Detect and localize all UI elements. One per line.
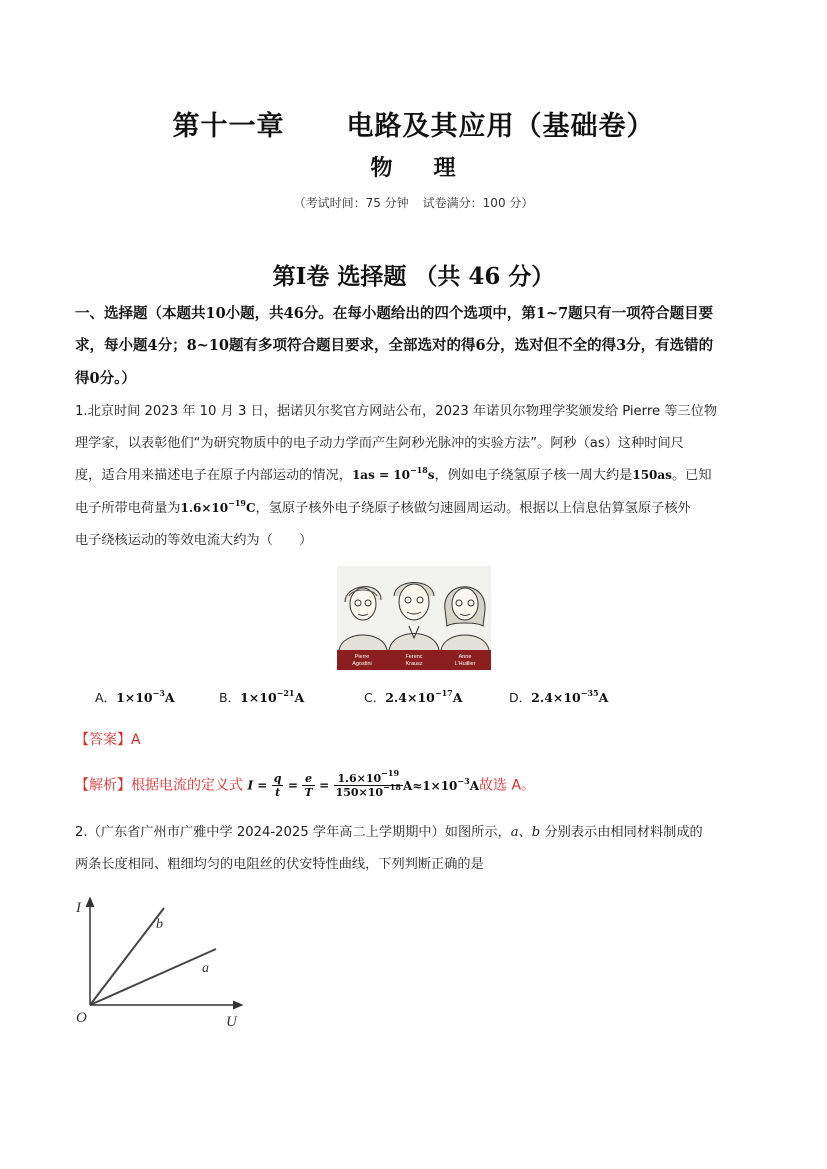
charge-base: 1.6×10 xyxy=(180,501,229,515)
fraction-et-den: T xyxy=(304,786,313,799)
line-b-label: b xyxy=(156,917,163,932)
analysis-line xyxy=(75,768,536,799)
as-def-base: 1as = 10 xyxy=(351,468,410,482)
q2-var-a: a xyxy=(510,825,519,840)
option-a-label: A． xyxy=(95,690,117,705)
line-b xyxy=(90,908,164,1005)
chapter-number: 第十一章 xyxy=(172,111,285,142)
portrait-lhuillier xyxy=(441,587,489,650)
analysis-tag: 【解析】 xyxy=(75,777,131,794)
option-d-base: 2.4×10 xyxy=(531,690,581,705)
formula-equals-2: = xyxy=(319,778,330,793)
option-c-unit: A xyxy=(452,690,463,705)
section-title: 第Ⅰ卷 选择题 （共 46 分） xyxy=(272,263,555,290)
as-definition xyxy=(351,465,435,482)
exam-time: （考试时间：75 分钟 xyxy=(293,196,409,210)
fraction-values-den xyxy=(334,782,403,799)
as-def-unit: s xyxy=(427,468,435,482)
option-b-unit: A xyxy=(294,690,305,705)
instruction-line-3: 得0分。） xyxy=(75,370,136,387)
option-a-value xyxy=(116,690,175,705)
caption-krausz: Ferenc Krausz xyxy=(405,654,423,667)
formula-equals-1: = xyxy=(287,778,298,793)
instruction-line-2: 求，每小题4分；8~10题有多项符合题目要求，全部选对的得6分，选对但不全的得3分，有选错的 xyxy=(75,337,714,354)
q1-line-3-text-a: 度，适合用来描述电子在原子内部运动的情况， xyxy=(75,468,352,483)
analysis-end: 故选 A。 xyxy=(479,777,536,794)
fv-den-base: 150×10 xyxy=(335,786,384,799)
line-a-label: a xyxy=(202,961,209,976)
q1-line-3 xyxy=(75,464,712,483)
fv-den-exp: −18 xyxy=(383,782,401,792)
subject-char-2: 理 xyxy=(433,155,457,181)
charge-unit: C xyxy=(245,501,256,515)
caption-agostini: Pierre Agostini xyxy=(352,654,372,667)
result-exp: −3 xyxy=(457,775,470,786)
q1-line-5: 电子绕核运动的等效电流大约为（ ） xyxy=(75,533,313,548)
exam-info xyxy=(0,194,827,211)
electron-charge xyxy=(180,498,256,515)
q1-line-1: 1.北京时间 2023 年 10 月 3 日，据诺贝尔奖官方网站公布，2023 年诺贝尔物理学奖颁发给 Pierre 等三位物 xyxy=(75,404,718,419)
option-b-label: B． xyxy=(219,690,241,705)
x-axis-label: U xyxy=(226,1014,237,1030)
q1-line-4-text-a: 电子所带电荷量为 xyxy=(75,501,181,516)
y-axis-label: I xyxy=(76,900,81,916)
option-b-base: 1×10 xyxy=(240,690,277,705)
fv-num-exp: −19 xyxy=(381,768,400,778)
option-a-base: 1×10 xyxy=(116,690,153,705)
q2-sep: 、 xyxy=(518,825,532,840)
fv-num-base: 1.6×10 xyxy=(337,772,382,785)
option-d-value xyxy=(531,690,608,705)
formula-result xyxy=(402,775,479,793)
charge-exp: −19 xyxy=(228,498,246,508)
option-c-exp: −17 xyxy=(434,688,453,698)
formula-fraction-qt xyxy=(272,772,284,799)
iu-graph xyxy=(70,892,250,1032)
answer-line xyxy=(75,729,141,749)
option-a-exp: −3 xyxy=(152,688,165,698)
option-b[interactable] xyxy=(219,688,304,706)
chapter-name: 电路及其应用（基础卷） xyxy=(346,111,655,142)
option-c[interactable] xyxy=(364,688,462,706)
formula-lhs: I = xyxy=(247,778,268,793)
q1-line-2: 理学家，以表彰他们“为研究物质中的电子动力学而产生阿秒光脉冲的实验方法”。阿秒（as）这种时间尺 xyxy=(75,436,684,451)
answer-tag: 【答案】 xyxy=(75,732,131,748)
line-a xyxy=(90,949,216,1005)
option-d-label: D． xyxy=(509,690,532,705)
q1-line-4-text-b: ，氢原子核外电子绕原子核做匀速圆周运动。根据以上信息估算氢原子核外 xyxy=(255,501,691,516)
option-a[interactable] xyxy=(95,688,175,706)
result-unit: A xyxy=(469,778,479,793)
subject-char-1: 物 xyxy=(370,155,394,181)
electron-period: 150as xyxy=(632,468,672,482)
subject-title xyxy=(0,151,827,182)
result-base: A≈1×10 xyxy=(402,778,458,793)
option-b-exp: −21 xyxy=(276,688,295,698)
analysis-text: 根据电流的定义式 xyxy=(131,777,243,794)
q2-var-b: b xyxy=(531,825,541,840)
full-score: 试卷满分：100 分） xyxy=(422,196,534,210)
q1-line-3-text-b: ，例如电子绕氢原子核一周大约是 xyxy=(434,468,633,483)
chapter-title xyxy=(0,104,827,143)
q1-line-4 xyxy=(75,497,691,516)
q2-line-2: 两条长度相同、粗细均匀的电阻丝的伏安特性曲线，下列判断正确的是 xyxy=(75,857,484,872)
option-d[interactable] xyxy=(509,688,608,706)
nobel-laureates-image xyxy=(337,566,491,670)
option-c-label: C． xyxy=(364,690,386,705)
option-c-value xyxy=(385,690,462,705)
fraction-qt-den: t xyxy=(275,786,281,799)
q2-line-1-text-b: 分别表示由相同材料制成的 xyxy=(540,825,703,840)
formula-fraction-et xyxy=(302,772,314,799)
q2-line-1 xyxy=(75,821,703,840)
caption-lhuillier: Anne L'Huillier xyxy=(454,654,476,667)
formula-fraction-values xyxy=(334,768,403,799)
instruction-line-1: 一、选择题（本题共10小题，共46分。在每小题给出的四个选项中，第1~7题只有一项符合题目要 xyxy=(75,305,714,322)
as-def-exp: −18 xyxy=(409,465,428,475)
option-d-unit: A xyxy=(598,690,609,705)
option-a-unit: A xyxy=(164,690,175,705)
fraction-qt-num: q xyxy=(273,772,282,785)
answer-value: A xyxy=(131,732,141,748)
origin-label: O xyxy=(76,1010,87,1026)
q2-line-1-text-a: 2.（广东省广州市广雅中学 2024-2025 学年高二上学期期中）如图所示， xyxy=(75,825,511,840)
fraction-et-num: e xyxy=(302,772,314,786)
option-d-exp: −35 xyxy=(580,688,599,698)
option-c-base: 2.4×10 xyxy=(385,690,435,705)
option-b-value xyxy=(240,690,304,705)
q1-line-3-text-c: 。已知 xyxy=(671,468,712,483)
